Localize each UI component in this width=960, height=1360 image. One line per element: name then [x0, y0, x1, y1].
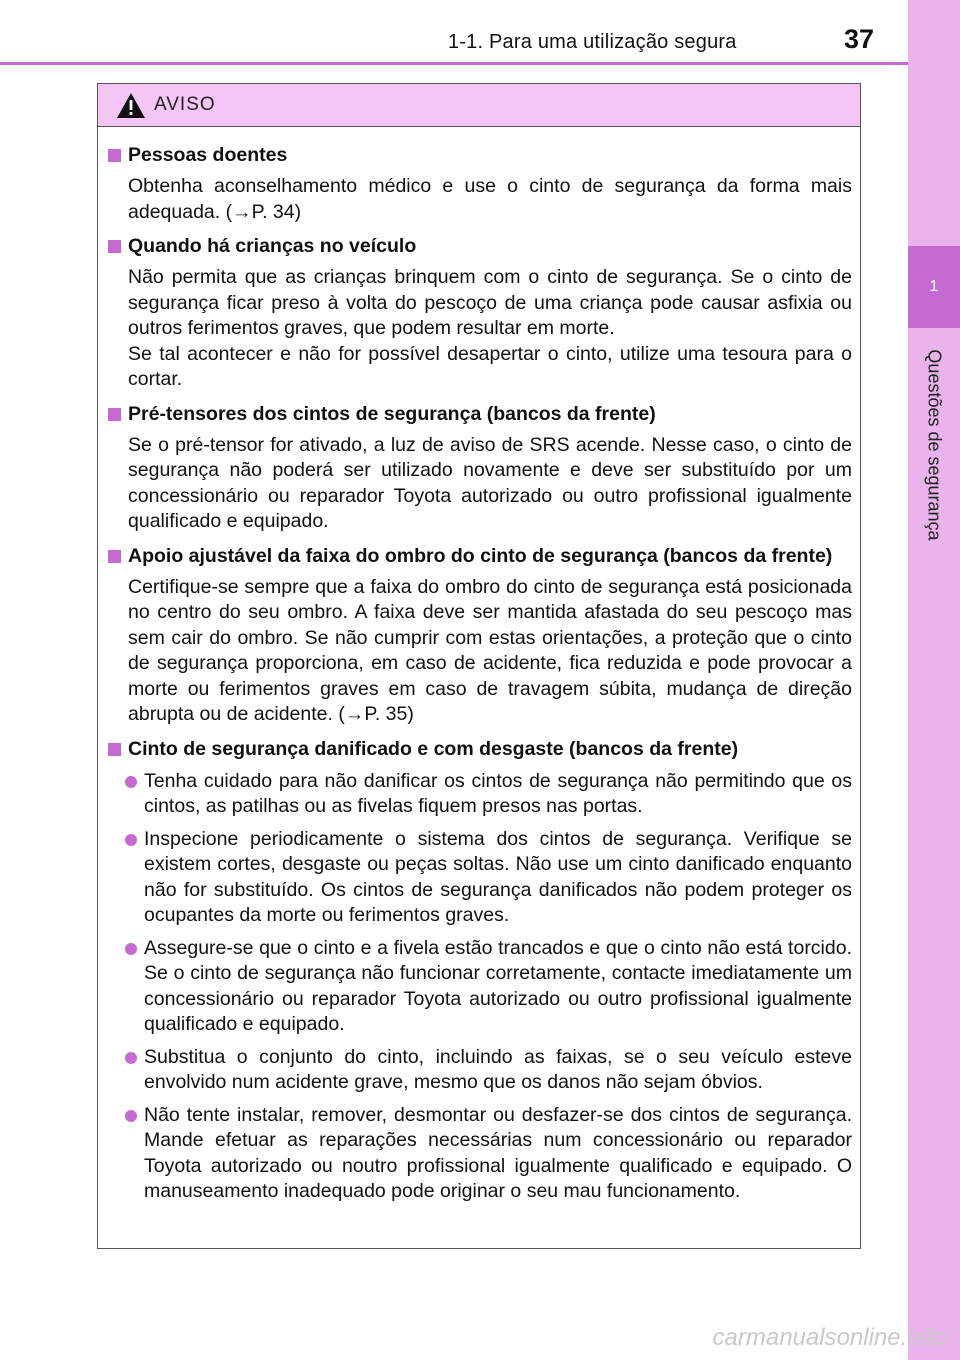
warning-body [98, 127, 860, 1205]
warning-title: AVISO [154, 94, 216, 115]
section-heading: Apoio ajustável da faixa do ombro do cinto de segurança (bancos da frente) [106, 544, 852, 569]
section-heading: Cinto de segurança danificado e com desgaste (bancos da frente) [106, 737, 852, 762]
chapter-label: Questões de segurança [924, 349, 945, 541]
circle-bullet-icon [125, 943, 137, 955]
square-bullet-icon [108, 550, 121, 563]
section-paragraph: Se tal acontecer e não for possível desapertar o cinto, utilize uma tesoura para o cortar. [128, 342, 852, 390]
circle-bullet-icon [125, 1110, 137, 1122]
chapter-number: 1 [929, 278, 939, 295]
page-number: 37 [844, 24, 875, 54]
list-item: Não tente instalar, remover, desmontar ou desfazer-se dos cintos de segurança. Mande efetuar as reparações necessárias num concessionário ou reparador Toyota autorizado ou noutro profissional igualmente qualificado e equipado. O manuseamento inadequado pode originar o seu mau funcionamento. [106, 1103, 852, 1205]
square-bullet-icon [108, 408, 121, 421]
header-rule [0, 62, 908, 65]
section-heading: Quando há crianças no veículo [106, 234, 852, 259]
list-item: Inspecione periodicamente o sistema dos cintos de segurança. Verifique se existem cortes, desgaste ou peças soltas. Não use um cinto danificado enquanto não for substituído. Os cintos de segurança danificados não podem proteger os ocupantes da morte ou ferimentos graves. [106, 827, 852, 929]
section-children [106, 234, 852, 393]
section-heading: Pessoas doentes [106, 143, 852, 168]
section-paragraph: Obtenha aconselhamento médico e use o cinto de segurança da forma mais adequada. (→P. 34) [128, 175, 852, 223]
chapter-number-box [908, 246, 960, 328]
section-damaged-belts [106, 737, 852, 1205]
list-item: Assegure-se que o cinto e a fivela estão trancados e que o cinto não está torcido. Se o cinto de segurança não funcionar corretamente, contacte imediatamente um concessionário ou reparador Toyota autorizado ou outro profissional igualmente qualificado e equipado. [106, 936, 852, 1038]
section-paragraph: Certifique-se sempre que a faixa do ombro do cinto de segurança está posicionada no centro do seu ombro. A faixa deve ser mantida afastada do seu pescoço mas sem cair do ombro. Se não cumprir com estas orientações, a proteção que o cinto de segurança proporciona, em caso de acidente, fica reduzida e pode provocar a morte ou ferimentos graves em caso de travagem súbita, mudança de direção abrupta ou de acidente. (→P. 35) [128, 575, 852, 725]
section-shoulder-anchor [106, 544, 852, 728]
watermark: carmanualsonline.info [712, 1324, 946, 1351]
section-paragraph: Não permita que as crianças brinquem com o cinto de segurança. Se o cinto de segurança ficar preso à volta do pescoço de uma criança pode causar asfixia ou outros ferimentos graves, que podem resultar em morte. [128, 266, 852, 339]
section-title: 1-1. Para uma utilização segura [448, 31, 737, 53]
section-sick-persons [106, 143, 852, 225]
warning-triangle-icon [116, 92, 146, 119]
circle-bullet-icon [125, 1052, 137, 1064]
list-item: Substitua o conjunto do cinto, incluindo as faixas, se o seu veículo esteve envolvido num acidente grave, mesmo que os danos não sejam óbvios. [106, 1045, 852, 1096]
section-pretensioners [106, 402, 852, 535]
section-paragraph: Se o pré-tensor for ativado, a luz de aviso de SRS acende. Nesse caso, o cinto de segurança não poderá ser utilizado novamente e deve ser substituído por um concessionário ou reparador Toyota autorizado ou outro profissional igualmente qualificado e equipado. [128, 433, 852, 532]
square-bullet-icon [108, 240, 121, 253]
warning-header [98, 84, 860, 127]
square-bullet-icon [108, 149, 121, 162]
square-bullet-icon [108, 743, 121, 756]
circle-bullet-icon [125, 776, 137, 788]
chapter-side-tab [908, 0, 960, 1360]
section-heading: Pré-tensores dos cintos de segurança (bancos da frente) [106, 402, 852, 427]
warning-box [97, 83, 861, 1249]
list-item: Tenha cuidado para não danificar os cintos de segurança não permitindo que os cintos, as patilhas ou as fivelas fiquem presos nas portas. [106, 769, 852, 820]
circle-bullet-icon [125, 834, 137, 846]
